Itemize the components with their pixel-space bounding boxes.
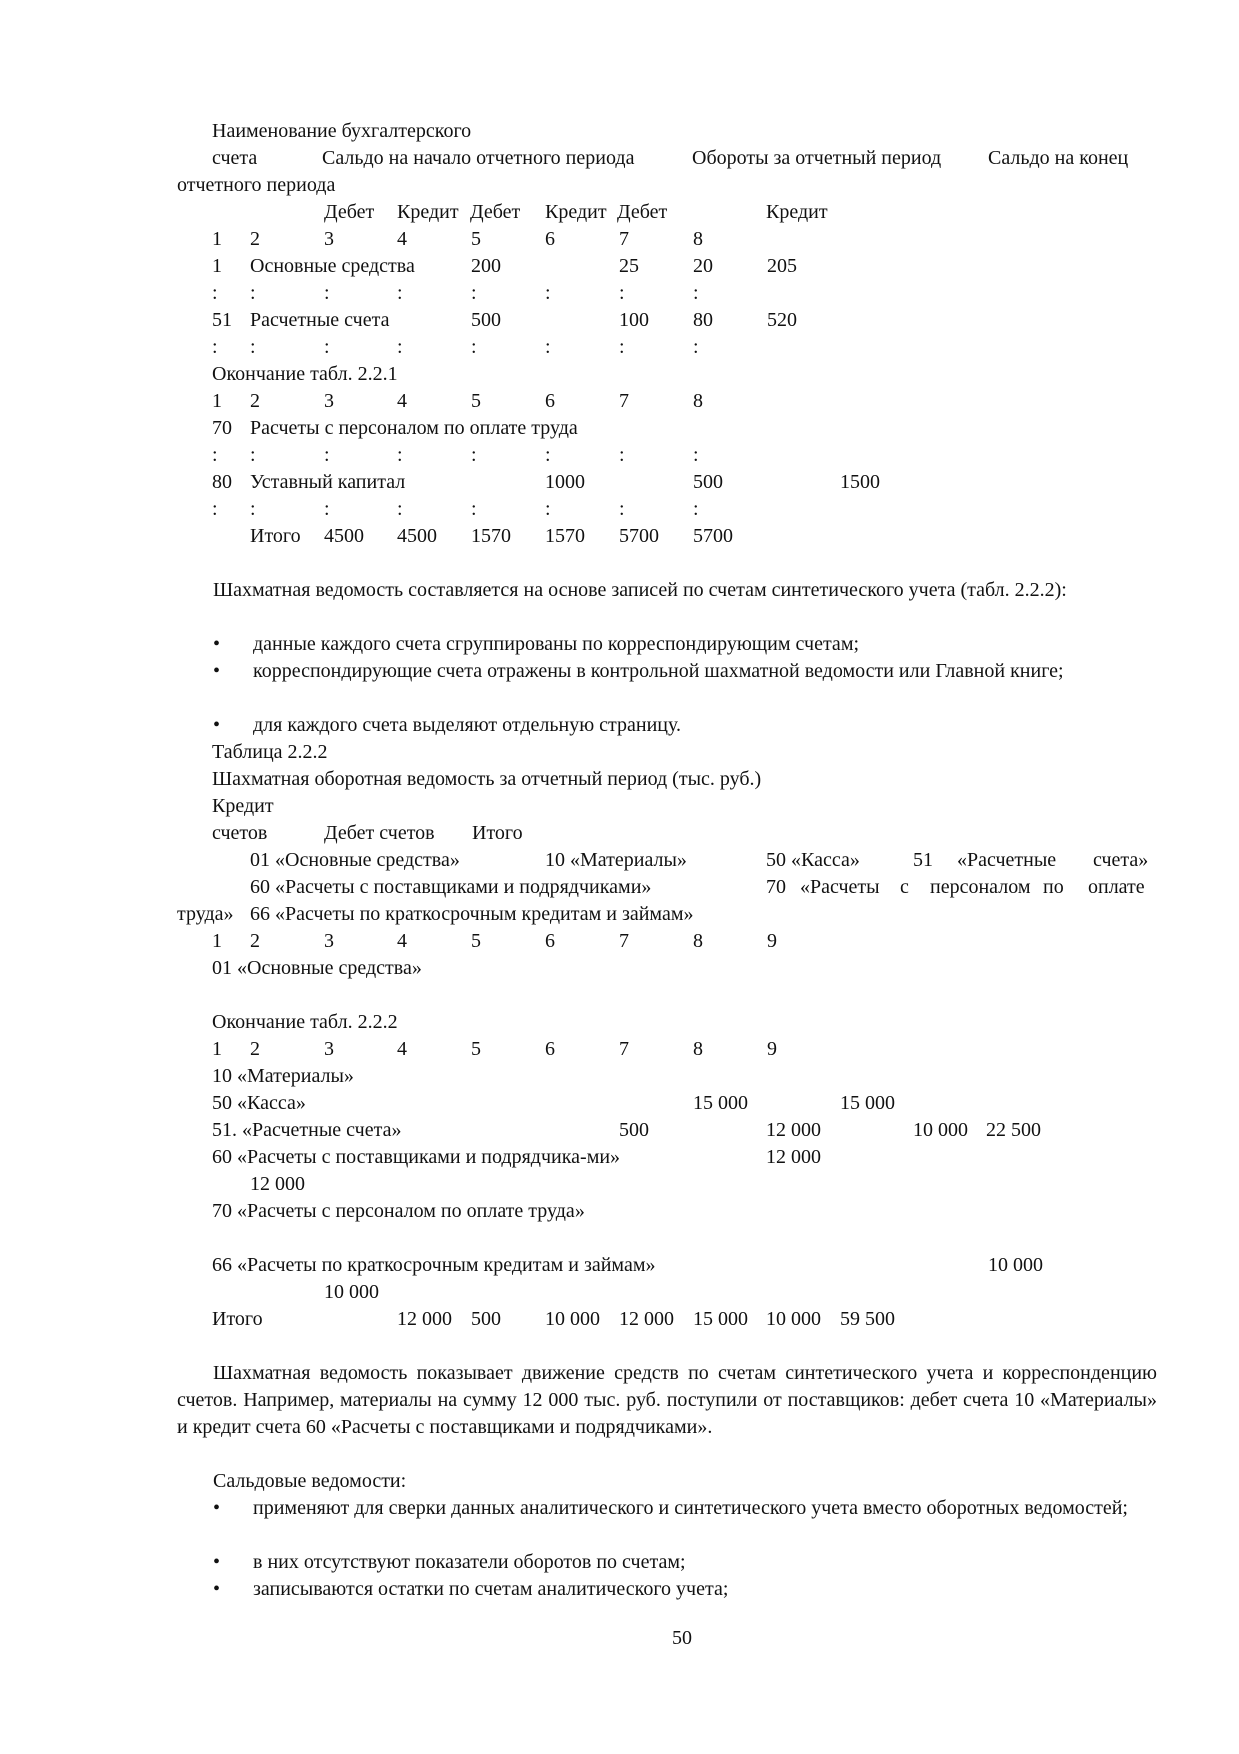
table1-head-account: счета xyxy=(212,147,258,169)
table1-colon: : xyxy=(471,282,477,304)
table2-colnum: 2 xyxy=(250,930,260,952)
table1-colon: : xyxy=(250,444,256,466)
table1-colnum: 4 xyxy=(397,228,407,250)
table2-row51-v2: 12 000 xyxy=(766,1119,821,1141)
table1-row51-v1: 500 xyxy=(471,309,501,331)
table1-sub-credit-1: Кредит xyxy=(397,201,459,223)
table1-row51-name: Расчетные счета xyxy=(250,309,390,331)
table2-row66-v1: 10 000 xyxy=(988,1254,1043,1276)
table1-colon: : xyxy=(545,444,551,466)
table2-row50-name: 50 «Касса» xyxy=(212,1092,306,1114)
table1-continuation: Окончание табл. 2.2.1 xyxy=(212,363,398,385)
table2-row60-v2: 12 000 xyxy=(250,1173,305,1195)
table1-colon: : xyxy=(545,336,551,358)
bullet-text: записываются остатки по счетам аналитического учета; xyxy=(253,1578,729,1600)
table1-row51-num: 51 xyxy=(212,309,232,331)
table1-colon: : xyxy=(250,282,256,304)
table2-row51-name: 51. «Расчетные счета» xyxy=(212,1119,402,1141)
table1-colnum: 7 xyxy=(619,228,629,250)
table1-row70-name: Расчеты с персоналом по оплате труда xyxy=(250,417,578,439)
table2-colnum: 5 xyxy=(471,1038,481,1060)
table2-total-value: 10 000 xyxy=(545,1308,600,1330)
table1-colon: : xyxy=(693,498,699,520)
table1-colon: : xyxy=(212,444,218,466)
table1-row1-v4: 205 xyxy=(767,255,797,277)
table1-colnum: 2 xyxy=(250,228,260,250)
bullet-item xyxy=(177,712,1157,739)
table1-colon: : xyxy=(471,498,477,520)
paragraph: Сальдовые ведомости: xyxy=(213,1470,407,1492)
table2-colnum: 5 xyxy=(471,930,481,952)
bullet-icon: • xyxy=(213,1551,221,1573)
table2-itogo-head: Итого xyxy=(472,822,523,844)
table1-colon: : xyxy=(397,336,403,358)
bullet-item xyxy=(177,631,1157,658)
table1-row1-v1: 200 xyxy=(471,255,501,277)
paragraph: Шахматная ведомость составляется на основе записей по счетам синтетического учета (табл. 2.2.2): xyxy=(213,579,1067,601)
bullet-icon: • xyxy=(213,1578,221,1600)
table2-head-col: 70 xyxy=(766,876,786,898)
table2-colnum: 6 xyxy=(545,1038,555,1060)
table1-colnum: 7 xyxy=(619,390,629,412)
table2-total-value: 12 000 xyxy=(397,1308,452,1330)
table2-head-col: персоналом xyxy=(930,876,1031,898)
bullet-text: в них отсутствуют показатели оборотов по счетам; xyxy=(253,1551,686,1573)
table1-colnum: 4 xyxy=(397,390,407,412)
table2-row51-v4: 22 500 xyxy=(986,1119,1041,1141)
table1-colon: : xyxy=(324,444,330,466)
table1-row1-v3: 20 xyxy=(693,255,713,277)
table1-colon: : xyxy=(693,444,699,466)
table1-colnum: 5 xyxy=(471,390,481,412)
table2-row51-v1: 500 xyxy=(619,1119,649,1141)
bullet-item xyxy=(177,1495,1157,1522)
table2-colnum: 7 xyxy=(619,1038,629,1060)
table2-row01: 01 «Основные средства» xyxy=(212,957,422,979)
table1-row51-v3: 80 xyxy=(693,309,713,331)
table1-row51-v2: 100 xyxy=(619,309,649,331)
table1-row80-v1: 1000 xyxy=(545,471,585,493)
table1-colnum: 2 xyxy=(250,390,260,412)
table2-colnum: 4 xyxy=(397,930,407,952)
table1-row1-name: Основные средства xyxy=(250,255,415,277)
bullet-text: корреспондирующие счета отражены в контрольной шахматной ведомости или Главной книге; xyxy=(253,660,1064,682)
table2-total-value: 15 000 xyxy=(693,1308,748,1330)
bullet-icon: • xyxy=(213,660,221,682)
table1-colnum: 1 xyxy=(212,390,222,412)
table1-colon: : xyxy=(250,336,256,358)
table2-head-col: 66 «Расчеты по краткосрочным кредитам и займам» xyxy=(250,903,694,925)
table1-row1-num: 1 xyxy=(212,255,222,277)
table1-total-label: Итого xyxy=(250,525,301,547)
table1-total-value: 5700 xyxy=(619,525,659,547)
table1-colon: : xyxy=(397,498,403,520)
table2-row51-v3: 10 000 xyxy=(913,1119,968,1141)
table2-accounts: счетов xyxy=(212,822,268,844)
bullet-item xyxy=(177,1576,1157,1603)
table1-sub-debit-3: Дебет xyxy=(617,201,668,223)
table1-colon: : xyxy=(212,336,218,358)
table1-total-value: 4500 xyxy=(397,525,437,547)
table2-colnum: 8 xyxy=(693,1038,703,1060)
table1-colon: : xyxy=(693,282,699,304)
table1-row51-v4: 520 xyxy=(767,309,797,331)
table2-title: Шахматная оборотная ведомость за отчетный период (тыс. руб.) xyxy=(212,768,762,790)
table1-row80-name: Уставный капитал xyxy=(250,471,406,493)
table2-row66-name: 66 «Расчеты по краткосрочным кредитам и займам» xyxy=(212,1254,656,1276)
table2-row60-name: 60 «Расчеты с поставщиками и подрядчика-ми» xyxy=(212,1146,621,1168)
table1-colon: : xyxy=(693,336,699,358)
table1-head-turnover: Обороты за отчетный период xyxy=(692,147,942,169)
table2-total-value: 12 000 xyxy=(619,1308,674,1330)
table1-row1-v2: 25 xyxy=(619,255,639,277)
table2-row70: 70 «Расчеты с персоналом по оплате труда» xyxy=(212,1200,585,1222)
table1-head-opening: Сальдо на начало отчетного периода xyxy=(322,147,635,169)
table2-label: Таблица 2.2.2 xyxy=(212,741,328,763)
table1-colon: : xyxy=(619,336,625,358)
table2-head-col: 10 «Материалы» xyxy=(545,849,687,871)
table1-total-value: 1570 xyxy=(471,525,511,547)
bullet-text: данные каждого счета сгруппированы по корреспондирующим счетам; xyxy=(253,633,860,655)
table2-colnum: 9 xyxy=(767,930,777,952)
table2-total-value: 59 500 xyxy=(840,1308,895,1330)
table1-colon: : xyxy=(212,282,218,304)
table2-head-col: «Расчеты xyxy=(800,876,880,898)
table2-colnum: 9 xyxy=(767,1038,777,1060)
table2-head-col: «Расчетные xyxy=(957,849,1057,871)
table2-total-value: 500 xyxy=(471,1308,501,1330)
table2-credit: Кредит xyxy=(212,795,274,817)
table2-row60-v1: 12 000 xyxy=(766,1146,821,1168)
table2-colnum: 2 xyxy=(250,1038,260,1060)
table1-colon: : xyxy=(250,498,256,520)
table1-colon: : xyxy=(397,282,403,304)
table1-colon: : xyxy=(545,282,551,304)
table2-row10: 10 «Материалы» xyxy=(212,1065,354,1087)
page-number: 50 xyxy=(672,1627,692,1649)
table1-sub-credit-3: Кредит xyxy=(766,201,828,223)
table1-sub-debit-2: Дебет xyxy=(470,201,521,223)
table1-colon: : xyxy=(471,336,477,358)
table2-head-col: счета» xyxy=(1093,849,1149,871)
table1-sub-credit-2: Кредит xyxy=(545,201,607,223)
bullet-text: применяют для сверки данных аналитического и синтетического учета вместо оборотных ведомостей; xyxy=(253,1497,1128,1519)
table2-row50-v1: 15 000 xyxy=(693,1092,748,1114)
table1-row80-v3: 1500 xyxy=(840,471,880,493)
table1-colon: : xyxy=(324,498,330,520)
table1-colnum: 3 xyxy=(324,228,334,250)
table1-row80-v2: 500 xyxy=(693,471,723,493)
table1-total-value: 1570 xyxy=(545,525,585,547)
table1-colnum: 8 xyxy=(693,390,703,412)
table1-colnum: 1 xyxy=(212,228,222,250)
bullet-icon: • xyxy=(213,1497,221,1519)
table2-colnum: 1 xyxy=(212,930,222,952)
table2-colnum: 4 xyxy=(397,1038,407,1060)
table1-head-line1: Наименование бухгалтерского xyxy=(212,120,472,142)
table2-head-col: 60 «Расчеты с поставщиками и подрядчиками» xyxy=(250,876,652,898)
table1-colon: : xyxy=(397,444,403,466)
table2-colnum: 8 xyxy=(693,930,703,952)
table1-row80-num: 80 xyxy=(212,471,232,493)
table1-head-closing: Сальдо на конец xyxy=(988,147,1129,169)
table2-row50-v2: 15 000 xyxy=(840,1092,895,1114)
table1-sub-debit-1: Дебет xyxy=(324,201,375,223)
table1-total-value: 4500 xyxy=(324,525,364,547)
table1-colon: : xyxy=(212,498,218,520)
table2-head-col: труда» xyxy=(177,903,234,925)
paragraph: Шахматная ведомость показывает движение средств по счетам синтетического учета и корреспонденцию счетов. Например, материалы на сумму 12 000 тыс. руб. поступили от поставщиков: дебет счета 10 «Материалы» и кредит счета 60 «Расчеты с поставщиками и подрядчиками». xyxy=(177,1362,1157,1438)
table1-row70-num: 70 xyxy=(212,417,232,439)
table2-continuation: Окончание табл. 2.2.2 xyxy=(212,1011,398,1033)
table1-colon: : xyxy=(471,444,477,466)
table2-head-col: с xyxy=(900,876,909,898)
table2-debit-accounts: Дебет счетов xyxy=(324,822,435,844)
table2-row66-v2: 10 000 xyxy=(324,1281,379,1303)
table2-colnum: 3 xyxy=(324,1038,334,1060)
table2-head-col: 50 «Касса» xyxy=(766,849,860,871)
table1-colnum: 8 xyxy=(693,228,703,250)
table1-colon: : xyxy=(545,498,551,520)
table2-colnum: 3 xyxy=(324,930,334,952)
table1-colnum: 6 xyxy=(545,228,555,250)
table1-colon: : xyxy=(619,444,625,466)
table1-head-line3: отчетного периода xyxy=(177,174,336,196)
table1-colnum: 6 xyxy=(545,390,555,412)
table2-head-col: по xyxy=(1043,876,1064,898)
bullet-item xyxy=(177,1549,1157,1576)
table1-colon: : xyxy=(619,282,625,304)
table2-total-value: 10 000 xyxy=(766,1308,821,1330)
bullet-item xyxy=(177,658,1157,685)
table2-head-col: 01 «Основные средства» xyxy=(250,849,460,871)
bullet-icon: • xyxy=(213,714,221,736)
table2-colnum: 7 xyxy=(619,930,629,952)
table1-colnum: 5 xyxy=(471,228,481,250)
table1-colon: : xyxy=(324,336,330,358)
table2-total-label: Итого xyxy=(212,1308,263,1330)
table1-colnum: 3 xyxy=(324,390,334,412)
table2-colnum: 1 xyxy=(212,1038,222,1060)
table2-colnum: 6 xyxy=(545,930,555,952)
table1-total-value: 5700 xyxy=(693,525,733,547)
table1-colon: : xyxy=(619,498,625,520)
table2-head-col: 51 xyxy=(913,849,933,871)
bullet-text: для каждого счета выделяют отдельную страницу. xyxy=(253,714,682,736)
table2-head-col: оплате xyxy=(1088,876,1145,898)
bullet-icon: • xyxy=(213,633,221,655)
table1-colon: : xyxy=(324,282,330,304)
